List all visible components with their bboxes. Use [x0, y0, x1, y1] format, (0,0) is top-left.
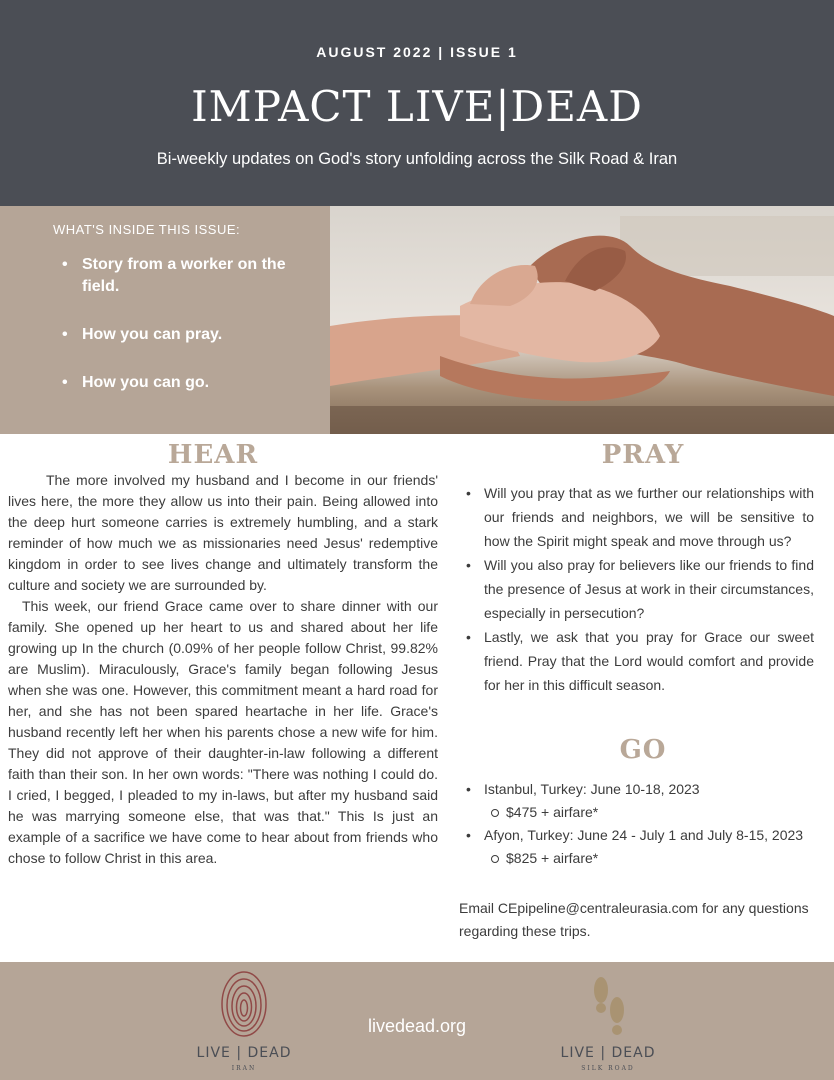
- newsletter-subtitle: Bi-weekly updates on God's story unfolding across the Silk Road & Iran: [156, 150, 678, 168]
- logo-region: IRAN: [231, 1065, 257, 1072]
- logo-wordmark: LIVE | DEAD: [196, 1045, 292, 1061]
- inside-panel: [0, 206, 330, 434]
- footprints-icon: [583, 968, 633, 1040]
- hear-paragraph: This week, our friend Grace came over to share dinner with our family. She opened up her heart to us and shared about her life growing up In the church (0.09% of her people follow Christ, 99.82% are Muslim). Miraculously, Grace's family began following Jesus when she was one. However, this commitment meant a hard road for her, and she has not been spared heartache in her life. Grace's husband recently left her when his parents chose a new wife for him. They did not approve of their daughter-in-law following a different faith than their son. In her own words: "There was nothing I could do. I cried, I begged, I pleaded to my in-laws, but after my husband said he was marrying someone else, that was that." This Is just an example of a sacrifice we have come to hear about from friends who chose to follow Christ in this area.: [8, 598, 438, 866]
- trip-cost: $475 + airfare*: [466, 801, 826, 824]
- pray-list: [466, 481, 814, 697]
- inside-heading: WHAT'S INSIDE THIS ISSUE:: [53, 222, 241, 237]
- hear-story: [8, 470, 438, 869]
- trip-list: [466, 778, 826, 870]
- contact-email-text: Email CEpipeline@centraleurasia.com for any questions regarding these trips.: [459, 900, 809, 939]
- prayer-request: • Lastly, we ask that you pray for Grace our sweet friend. Pray that the Lord would comfort and provide for her in this difficult season.: [466, 625, 814, 697]
- hear-paragraph: The more involved my husband and I become in our friends' lives here, the more they allow us into their pain. Being allowed into the deep hurt someone carries is extremely humbling, and a stark reminder of how much we as missionaries need Jesus' redemptive kingdom in order to see lives change and ultimately transform the culture and society we are surrounded by.: [8, 472, 438, 593]
- holding-hands-illustration: [330, 206, 834, 434]
- inside-item: • How you can go.: [62, 372, 302, 394]
- newsletter-header: [0, 0, 834, 206]
- live-dead-silk-road-logo: [560, 968, 656, 1072]
- prayer-request: • Will you also pray for believers like our friends to find the presence of Jesus at work in their circumstances, especially in persecution?: [466, 553, 814, 625]
- holding-hands-photo: [330, 206, 834, 434]
- newsletter-title: IMPACT LIVE|DEAD: [191, 82, 643, 131]
- logo-wordmark: LIVE | DEAD: [560, 1045, 656, 1061]
- go-heading: GO: [619, 735, 667, 765]
- hear-heading: HEAR: [167, 440, 259, 470]
- newsletter-footer: [0, 962, 834, 1080]
- inside-list: [62, 254, 302, 420]
- pray-heading: PRAY: [601, 440, 685, 470]
- inside-item: • Story from a worker on the field.: [62, 254, 302, 298]
- issue-label: AUGUST 2022 | ISSUE 1: [316, 44, 518, 60]
- trip-place: • Istanbul, Turkey: June 10-18, 2023: [466, 778, 826, 801]
- trip-cost: $825 + airfare*: [466, 847, 826, 870]
- inside-item: • How you can pray.: [62, 324, 302, 346]
- prayer-request: • Will you pray that as we further our relationships with our friends and neighbors, we will be sensitive to how the Spirit might speak and move through us?: [466, 481, 814, 553]
- logo-region: SILK ROAD: [581, 1065, 635, 1072]
- trip-place: • Afyon, Turkey: June 24 - July 1 and July 8-15, 2023: [466, 824, 826, 847]
- website-link[interactable]: livedead.org: [367, 1016, 467, 1036]
